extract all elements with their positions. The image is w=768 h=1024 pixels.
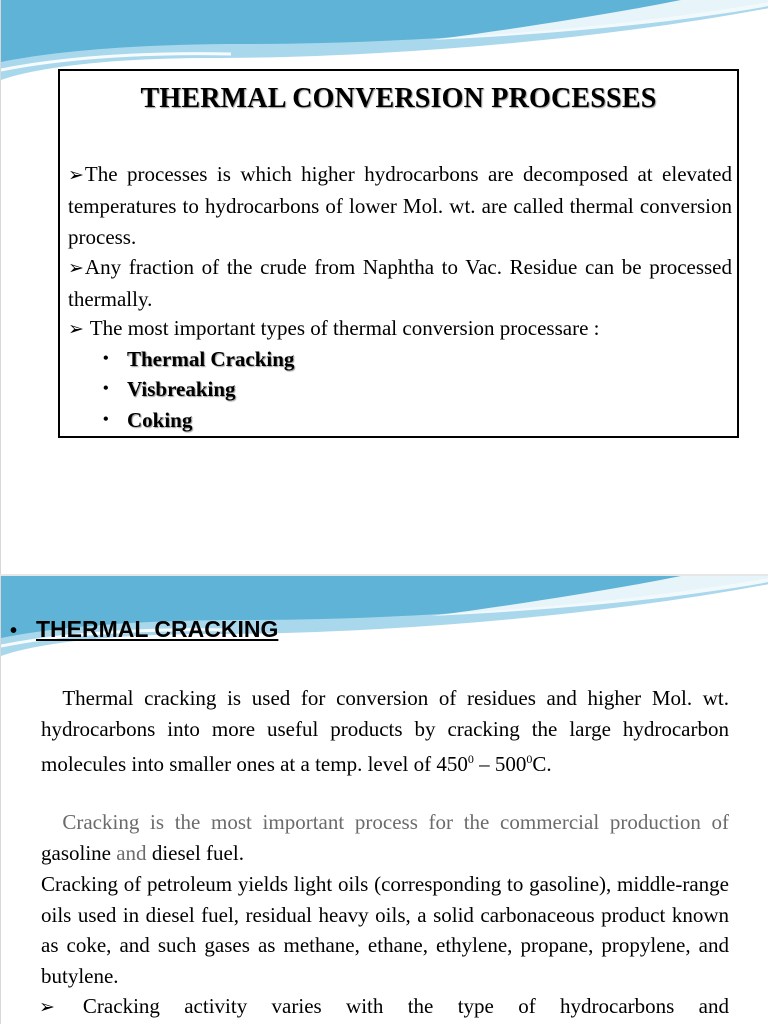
paragraph-3 [41,869,729,992]
section-heading [10,616,278,643]
slide-title: THERMAL CONVERSION PROCESSES [140,83,657,114]
content-box [58,69,739,438]
temp-unit: C. [532,752,552,777]
bullet-dot-icon: • [103,411,109,428]
arrow-bullet-icon: ➢ [68,319,84,340]
paragraph-2-lead: Cracking is the most important process for the commercial production of [62,810,729,834]
point-3-text: The most important types of thermal conversion processare : [84,316,600,340]
paragraph-4-text: Cracking activity varies with the type of hydrocarbons and [82,994,729,1018]
type-label: Coking [127,408,193,432]
type-label: Thermal Cracking [127,347,295,371]
point-2 [68,252,732,315]
paragraph-2 [41,807,729,868]
point-3 [68,313,732,345]
paragraph-3-text: Cracking of petroleum yields light oils (corresponding to gasoline), middle-range oils used in diesel fuel, residual heavy oils, a solid carbonaceous product known as coke, and such gases as methane, ethane, ethylene, propane, propylene, and butylene. [41,872,729,989]
temp-separator: – 500 [473,752,527,777]
paragraph-4 [41,991,729,1024]
paragraph-2-end: . [238,840,244,865]
term-diesel-fuel: diesel fuel [151,840,239,865]
degree-sup: 0 [467,752,474,767]
arrow-bullet-icon: ➢ [39,997,55,1018]
bullet-dot-icon: • [103,350,109,367]
paragraph-2-and: and [110,840,152,865]
section-heading-text: THERMAL CRACKING [36,616,279,642]
point-2-text: Any fraction of the crude from Naphtha to Vac. Residue can be processed thermally. [68,255,732,311]
bullet-dot-icon: • [103,380,109,397]
degree-sup: 0 [526,752,533,767]
point-1-text: The processes is which higher hydrocarbons are decomposed at elevated temperatures to hydrocarbons of lower Mol. wt. are called thermal conversion process. [68,162,732,249]
type-item-coking [103,405,192,435]
arrow-bullet-icon: ➢ [68,258,84,279]
bullet-dot-icon: • [10,620,18,642]
type-label: Visbreaking [127,377,236,401]
point-1 [68,159,732,253]
slide-2 [0,576,768,1024]
type-item-thermal-cracking [103,344,294,374]
term-gasoline: gasoline [41,840,111,865]
paragraph-1-text: Thermal cracking is used for conversion of residues and higher Mol. wt. hydrocarbons into more useful products by cracking the large hydrocarbon molecules into smaller ones at a temp. level of [41,686,730,777]
type-item-visbreaking [103,374,236,404]
paragraph-1 [41,683,729,780]
temp-low: 450 [436,752,468,777]
arrow-bullet-icon: ➢ [68,165,84,186]
